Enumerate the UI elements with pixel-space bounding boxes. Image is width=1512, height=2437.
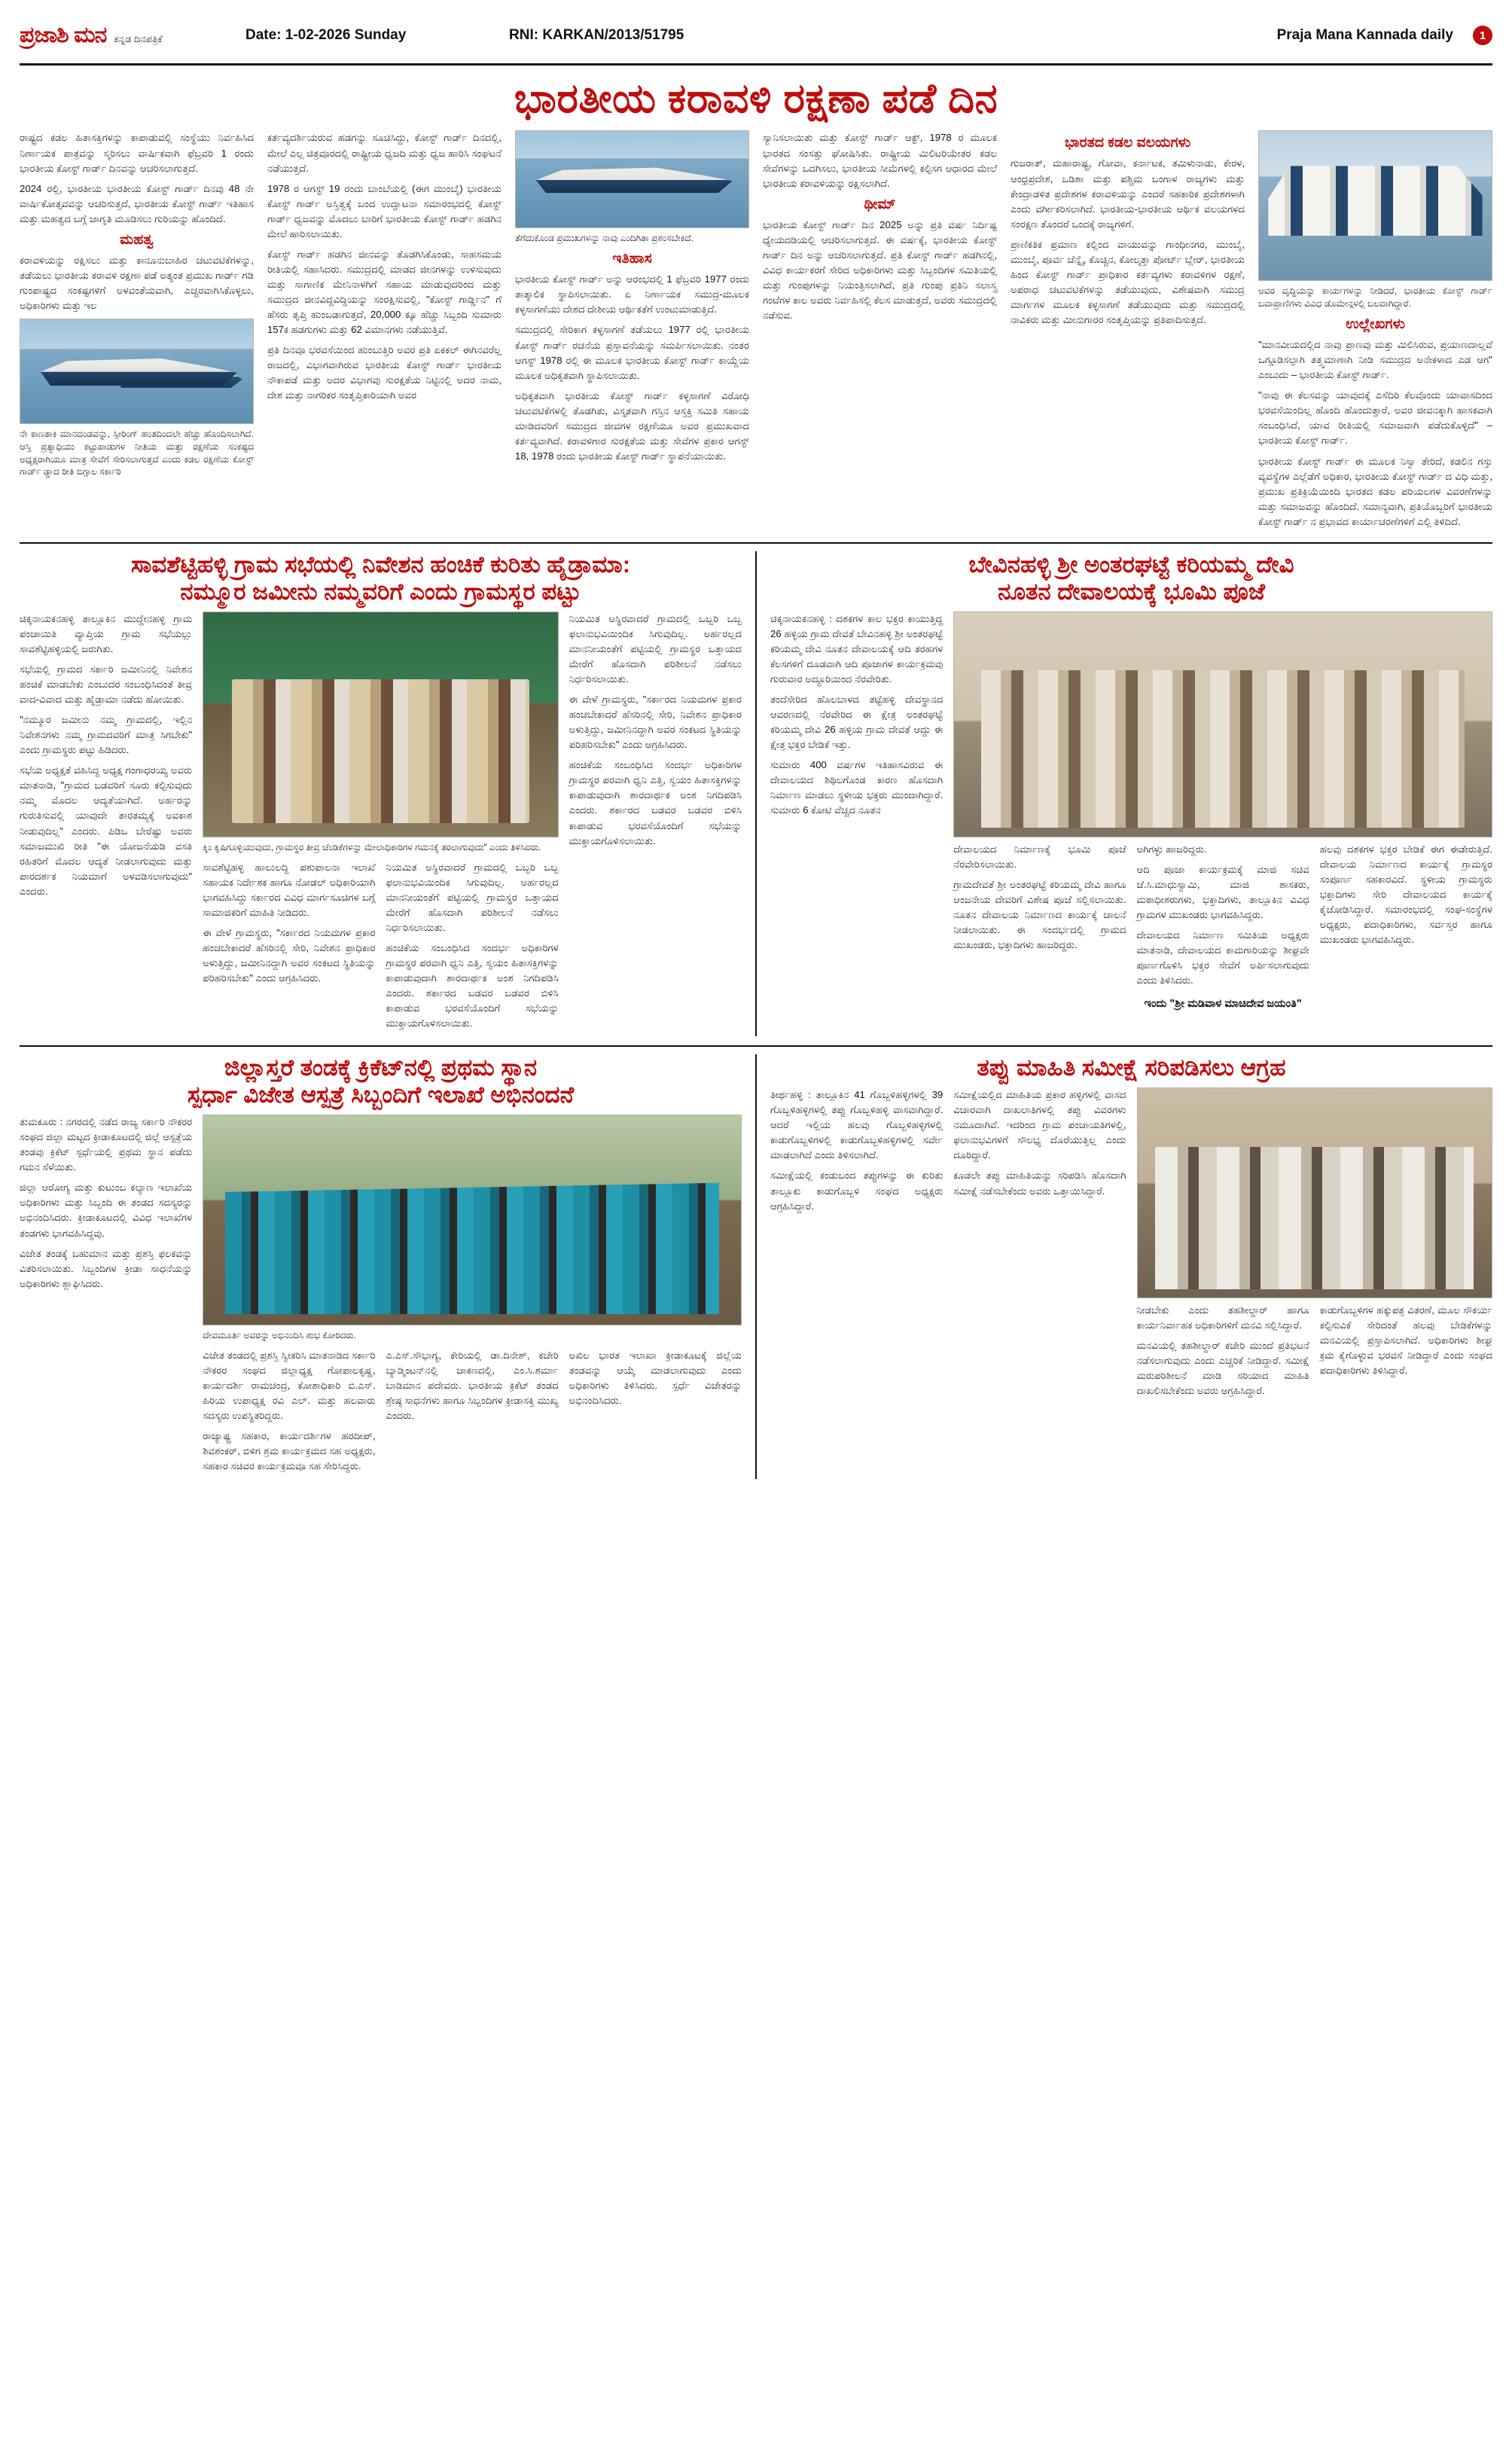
story4-col4-p2: ಅಖಿಲ ಭಾರತ ಇಲಾಖಾ ಕ್ರೀಡಾಕೂಟಕ್ಕೆ ಜಿಲ್ಲೆಯ ತಂಡವನ್ನು ಆಯ್ಕೆ ಮಾಡಲಾಗುವುದು ಎಂದು ಅಧಿಕಾರಿಗಳು ತಿಳಿಸಿದರು. ಸ್ಪರ್ಧೆ ವಿಜೇತರನ್ನು ಅಭಿನಂದಿಸಿದರು. xyxy=(569,1349,742,1407)
story-temple-bhoomi-pooje xyxy=(770,551,1492,1036)
story3-headline-line2: ನೂತನ ದೇವಾಲಯಕ್ಕೆ ಭೂಮಿ ಪೂಜೆ xyxy=(997,578,1266,605)
masthead xyxy=(20,14,1492,66)
story5-col1-p1: ತೀರ್ಥಹಳ್ಳಿ : ತಾಲ್ಲೂಕಿನ 41 ಗೊಬ್ಬಳಿಹಳ್ಳಿಗಳಲ್ಲಿ 39 ಗೊಬ್ಬಳಿಹಳ್ಳಿಗಳಲ್ಲಿ ತಪ್ಪು ಗೊಬ್ಬಳಿಹಳ್ಳಿ ವಾಸವಾಗಿದ್ದಾರೆ. ಆದರೆ ಇಲ್ಲಿಯ ಹಲವು ಗೊಬ್ಬಳಿಹಳ್ಳಿಗಳಲ್ಲಿ ಕಾಡುಗೊಬ್ಬಳಿಗಳಲ್ಲಿ ಕಾಡುಗೊಬ್ಬಳಿಹಳ್ಳಿಗಳಲ್ಲಿ ಸರ್ವೇ ಮಾಡಲಾಗಿದೆ ಎಂದು ತಿಳಿಸಲಾಗಿದೆ. xyxy=(770,1089,943,1161)
lead-col4-p2: ಭಾರತೀಯ ಕೋಸ್ಟ್ ಗಾರ್ಡ್ ದಿನ 2025 ಅನ್ನು ಪ್ರತಿ ವರ್ಷ ನಿರ್ದಿಷ್ಟ ಧ್ಯೇಯದಡಿಯಲ್ಲಿ ಆಚರಿಸಲಾಗುತ್ತದೆ. ಈ ವರ್ಷಕ್ಕೆ, ಭಾರತೀಯ ಕೋಸ್ಟ್ ಗಾರ್ಡ್ ದಿನ ಅನ್ನು ಆಚರಿಸಲಾಗುತ್ತದೆ. ಪ್ರತಿ ಕೋಸ್ಟ್ ಗಾರ್ಡ್ ಹಡಗಿನಲ್ಲಿ, ವಿವಿಧ ಕಾರ್ಯಕರಗೆ ಸೇರಿದ ಅಧಿಕಾರಿಗಳು ಮತ್ತು ಸಿಬ್ಬಂದಿಗಳ ಸಮಿತಿಯಲ್ಲಿ ಮತ್ತು ಗುಂಪುಗಳನ್ನು ನಿಯಂತ್ರಿಸಲಾಗಿದೆ, ಪ್ರತಿ ಗುಂಪು ಪ್ರತಿನಿ ಸಲಾಸ್ತ್ರ ಗಂಟೆಗಳ ಕಾಲ ಅವರು ನಿರ್ವಹಿಸಲ್ಲಿ ಕೆಲಸ ಮಾಡುತ್ತದೆ, ಅವರು ಸಮುದ್ರದಲ್ಲಿ ನಡೆಸುವ. xyxy=(763,218,997,322)
lead-col1-p1: ರಾಷ್ಟ್ರದ ಕಡಲ ಹಿತಾಸಕ್ತಿಗಳನ್ನು ಕಾಪಾಡುವಲ್ಲಿ ಸಂಸ್ಥೆಯು ನಿರ್ವಹಿಸಿದ ನಿರ್ಣಾಯಕ ಪಾತ್ರವನ್ನು ಸ್ಮರಿಸಲು ವಾರ್ಷಿಕವಾಗಿ ಫೆಬ್ರವರಿ 1 ರಂದು ಭಾರತೀಯ ಕೋಸ್ಟ್ ಗಾರ್ಡ್ ದಿನವನ್ನು ಆಚರಿಸಲಾಗುತ್ತದೆ. xyxy=(20,132,254,174)
publication-date: Date: 1-02-2026 Sunday xyxy=(245,27,407,43)
story3-col1-p3: ಸುಮಾರು 400 ವರ್ಷಗಳ ಇತಿಹಾಸವಿರುವ ಈ ದೇವಾಲಯದ ಶಿಥಿಲಗೊಂಡ ಕಾರಣ ಹೊಸದಾಗಿ ನಿರ್ಮಾಣ ಮಾಡಲು ಸ್ಥಳೀಯ ಭಕ್ತರು ಮುಂದಾಗಿದ್ದಾರೆ. ಸುಮಾರು 6 ಕೋಟಿ ವೆಚ್ಚದ ನೂತನ xyxy=(770,759,943,816)
story2-photo-col xyxy=(203,612,559,1036)
lead-col6-p3: ಭಾರತೀಯ ಕೋಸ್ಟ್ ಗಾರ್ಡ್ ಈ ಮೂಲಕ ನಿಸ್ವಾ ತೇರಿದೆ, ಕಡಲಿನ ಗಸ್ತು ವ್ಯವಸ್ಥೆಗಳ ಎಲ್ಲೆಡೆಗೆ ಅಧಿಕಾರ, ಭಾರತೀಯ ಕೋಸ್ಟ್ ಗಾರ್ಡ್ ದ ವಿಧಿ ಮತ್ತು, ಪ್ರಮುಖ ಪ್ರತಿಕ್ರಿಯೆಯಿಂದಿ ಭಾರತದ ಕಡಲ ಪರಿಯಲಗಳ ವಿವರಣೆಗಳನ್ನು ಮತ್ತು ಸಮಾಜವನ್ನು ಹೊಂದಿದೆ. ಸಮಾನ್ಯವಾಗಿ, ಪ್ರತಿಯೊಬ್ಬರಿಗೆ ಭಾರತೀಯ ಕೋಸ್ಟ್ ಗಾರ್ಡ್ ನ ಪ್ರಭಾವದ ಕಾರ್ಯಾಚರಣೆಗಳಿಗೆ ಎಲ್ಲಿ ತಿಳಿದಿದೆ. xyxy=(1258,455,1492,527)
story4-columns xyxy=(20,1115,742,1479)
lead-col-3 xyxy=(515,130,749,534)
story5-col-1 xyxy=(770,1087,943,1404)
story4-col3-p2: ರಾಜ್ಯಾಷ್ಟ್ರ ಸಹಕಾರ, ಕಾರ್ಯದರ್ಶಿಗಳ ಹರದೀಪ್, ಶಿವಶಂಕರ್, ಬಿಳಿಗ ಶ್ರಮ ಕಾರ್ಯಕ್ರಮದ ಸಹ ಅಧ್ಯಕ್ಷರು, ಸಹಕಾರ ಸಚಿವರ ಕಾರ್ಯಕ್ರಮವೂ ಸಹ ಸೇರಿಸಿದ್ದರು. xyxy=(203,1430,376,1472)
lead-col3-p3: ಅಧಿಕೃತವಾಗಿ ಭಾರತೀಯ ಕೋಸ್ಟ್ ಗಾರ್ಡ್ ಕಳ್ಳಸಾಗಣೆ ವಿರೋಧಿ ಚಟುವಟಿಕೆಗಳಲ್ಲಿ ತೊಡಗಿತು, ವಿಸ್ತೃತವಾಗಿ ಗಸ್ತಿನ ಆಸ್ತಕ್ತಿ ಸಮಿತಿ ಸಹಾಯ ಮಾಡಿದವರಿಗೆ ಸಮುದ್ರದ ಜೀವಗಳ ರಕ್ಷಣೆಯೂ ಅವರ ಪ್ರಮುಖವಾದ ಕರ್ತವ್ಯವಾಗಿದೆ. ಕರಾವಳಿಗಾರ ಸುರಕ್ಷತೆಯ ಮತ್ತು ಸೇವೆಗಳ ಪ್ರಕಾರ ಆಗಸ್ಟ್ 18, 1978 ರಂದು ಭಾರತೀಯ ಕೋಸ್ಟ್ ಗಾರ್ಡ್ ಸ್ಥಾಪನೆಯಾಯಿತು. xyxy=(515,389,749,462)
lead-col1-caption: ನೇ ಕಾಣತಾಕಿ ಮಾನದಂಡವನ್ನು, ಸ್ಪೀರಿಂಗ್ ಹಂತದಿಂದಲೇ ಹೆಚ್ಚು ಹೊಂದಿಸಲಾಗಿದೆ. ಆಸ್ತಿ ಪ್ರತ್ಯಾಧಿಯು ಕಟ್ಟುಪಾಡುಗಳ ನೀತಿಯ ಮತ್ತು ರಕ್ಷಣೆಯ ಸಂಕಷ್ಟದ ಅಧ್ಯಕ್ಷರಾಗಿಯೂ ಮಾತ್ರ ಸೇವೆಗೆ ಸೇರಿಸಲಾಗುತ್ತದೆ ಎಂದು ಕಡಲ ರಕ್ಷಣೆಯ ಕೋಸ್ಟ್ ಗಾರ್ಡ್ ಡ್ಡಾದ ರೀತಿ ಬಿಗ್ಗಾಲ ಸರ್ಕಾರಿ xyxy=(20,429,254,477)
second-band xyxy=(20,551,1492,1047)
delegation-meeting-photo xyxy=(1137,1087,1493,1298)
lead-col-1 xyxy=(20,130,254,534)
story3-columns xyxy=(770,612,1492,1015)
story4-col1-p2: ಜಿಲ್ಲಾ ಆರೋಗ್ಯ ಮತ್ತು ಕುಟುಂಬ ಕಲ್ಯಾಣ ಇಲಾಖೆಯ ಅಧಿಕಾರಿಗಳು ಮತ್ತು ಸಿಬ್ಬಂದಿ ಈ ತಂಡದ ಸದಸ್ಯರನ್ನು ಅಭಿನಂದಿಸಿದರು. ಕ್ರೀಡಾಕೂಟದಲ್ಲಿ ವಿವಿಧ ಇಲಾಖೆಗಳ ತಂಡಗಳು ಭಾಗವಹಿಸಿದ್ದವು. xyxy=(20,1182,193,1239)
lead-col3-p1: ಭಾರತೀಯ ಕೋಸ್ಟ್ ಗಾರ್ಡ್ ಅನ್ನು ಆರಂಭದಲ್ಲಿ 1 ಫೆಬ್ರವರಿ 1977 ರಂದು ತಾತ್ಕಾಲಿಕ ಸ್ಥಾಪಿಸಲಾಯಿತು. ಏ ನಿರ್ಣಾಯಕ ಸಮುದ್ರ-ಮೂಲಕ ಕಳ್ಳಸಾಗಣೆಯು ದೇಶದ ದೇಶೀಯ ಆರ್ಥಿಕತೆಗೆ ಉಂಟುಮಾಡುತ್ತಿದೆ. xyxy=(515,273,749,316)
lead-col4-p1: ಸ್ಯಾನಿಸಲಾಯಿತು ಮತ್ತು ಕೋಸ್ಟ್ ಗಾರ್ಡ್ ಆಕ್ಟ್, 1978 ರ ಮೂಲಕ ಭಾರತದ ಸಂಸತ್ತು ಘೋಷಿಸಿತು. ರಾಷ್ಟ್ರೀಯ ಮಿಲಿಟರಿಯೇತರ ಕಡಲ ಸೇವೆಗಳನ್ನು ಒದಗಿಸಲು, ಭಾರತೀಯ ಸೀಮೆಗಳಲ್ಲಿ ಕಲ್ಪಿಸಗ ಆಧಾರದ ಮೇಲೆ ಭಾರತೀಯ ಕರಾವಳಿಯನ್ನು ರಕ್ಷಿಸಲಾಗಿದೆ. xyxy=(763,132,997,189)
story3-photo-col xyxy=(953,612,1492,1015)
story2-photo-caption: ಕ್ಕಿಂ ಕೃಷಿಗೂಳ್ಳಿಯುವುದು, ಗ್ರಾಮಸ್ಥರ ತೀವ್ರ ಚೆಂಡಿಕೆಗಳನ್ನು ಮೇಲಾಧಿಕಾರಿಗಳ ಗಮನಕ್ಕೆ ತರಲಾಗುವುದು" ಎಂದು ತಿಳಿಸಿದರು. xyxy=(203,841,541,852)
page-number-badge: 1 xyxy=(1473,26,1492,45)
story2-col4-dup3: ಹಂಚಿಕೆಯ ಸಂಬಂಧಿಸಿದ ಸಂದರ್ಭ ಅಧಿಕಾರಿಗಳ ಗ್ರಾಮಸ್ಥರ ಪರವಾಗಿ ಧ್ವನಿ ಎತ್ತಿ, ಸ್ವಯಂ ಹಿತಾಸಕ್ತಿಗಳನ್ನು ಕಾಪಾಡುವುದಾಗಿ ಶಾರದಾರ್ಥಕ ಅಂಶ ನಿಗದಿಪಡಿಸಿ ಎಂದರು. ಶರ್ಕಾರದ ಬಡವರ ಬಡವರ ಬಿಳಿಸಿ ಕಾಪಾಡುವ ಭರವಸೆಯೊಂದಿಗೆ ಸಭೆಯನ್ನು ಮುಕ್ತಾಯಗೊಳಿಸಲಾಯಿತು. xyxy=(569,759,742,846)
lead-col2-p2: 1978 ರ ಆಗಸ್ಟ್ 19 ರಂದು ಬಾಂಬೆಯಲ್ಲಿ (ಈಗ ಮುಂಬೈ) ಭಾರತೀಯ ಕೋಸ್ಟ್ ಗಾರ್ಡ್ ಅಸ್ತಿತ್ವಕ್ಕೆ ಬಂದ ಉದ್ಘಾಟನಾ ಸಮಾರಂಭದಲ್ಲಿ ಕೋಸ್ಟ್ ಗಾರ್ಡ್ ಧ್ವಜವನ್ನು ಮೊದಲು ಬಾರಿಗೆ ಭಾರತೀಯ ಕೋಸ್ಟ್ ಗಾರ್ಡ್ ಹಡಗಿನ ಮೇಲೆ ಹಾರಿಸಲಾಯಿತು. xyxy=(267,182,501,239)
story3-col1-p2: ತಂದೆಸೇರಿದ ಹೊಲಬಾಳದ ತಟ್ಟೆಹಳ್ಳಿ ದೇವಸ್ಥಾನದ ಆವರಣದಲ್ಲಿ ನೆರವೇರಿದ ಈ ಕ್ಷೇತ್ರ ಅಂತರಘಟ್ಟೆ ಕರಿಯಮ್ಮ ದೇವಿ 26 ಹಳ್ಳಿಯ ಗ್ರಾಮ ದೇವತೆ ಆದ್ದು ಈ ಕ್ಷೇತ್ರ ಭಕ್ತರ ಬೇಡಿಕೆ ಇತ್ತು. xyxy=(770,694,943,751)
story2-col1-p4: ಸಭೆಯ ಅಧ್ಯಕ್ಷತೆ ವಹಿಸಿದ್ದ ಅಧ್ಯಕ್ಷ ಗಂಗಾಧರಯ್ಯ ಅವರು ಮಾತನಾಡಿ, "ಗ್ರಾಮದ ಬಡವರಿಗೆ ಸೂರು ಕಲ್ಪಿಸುವುದು ನಮ್ಮ ಮೊದಲ ಆದ್ಯತೆಯಾಗಿದೆ. ಅರ್ಹರನ್ನು ಗುರುತಿಸುವಲ್ಲಿ ಯಾವುದೇ ತಾರತಮ್ಯಕ್ಕೆ ಅವಕಾಶ ನೀಡುವುದಿಲ್ಲ" ಎಂದರು. ಪಿಡಿಒ ಬೇರೆಷ್ಟು ಅವರು ಸಮಾಜಮುಖಿ ರೀತಿ "ಈ ಯೋಜನೆಯಡಿ ವಸತಿ ರಹಿತರಿಗೆ ಮೊದಲ ಆದ್ಯತೆ ನೀಡಲಾಗುವುದು ಮತ್ತು ಪಾರದರ್ಶಕ ನಿಯಮಾಗೆ ಅಳವಡಿಸಲಾಗುವುದು" ಎಂದರು. xyxy=(20,764,193,897)
lead-col-5 xyxy=(1011,130,1245,534)
story5-col3-p2: ಮನವಿಯಲ್ಲಿ ತಹಶೀಲ್ದಾರ್ ಕಚೇರಿ ಮುಂದೆ ಪ್ರತಿಭಟನೆ ನಡೆಸಲಾಗುವುದು ಎಂದು ಎಚ್ಚರಿಕೆ ನೀಡಿದ್ದಾರೆ. ಸಮೀಕ್ಷೆ ಮರುಪರಿಶೀಲನೆ ಮಾಡಿ ಸರಿಯಾದ ಮಾಹಿತಿ ದಾಖಲಿಸಬೇಕೆಂದು ಅವರು ಆಗ್ರಹಿಸಿದ್ದಾರೆ. xyxy=(1136,1340,1309,1397)
story4-col1-p3: ವಿಜೇತ ತಂಡಕ್ಕೆ ಬಹುಮಾನ ಮತ್ತು ಪ್ರಶಸ್ತಿ ಫಲಕವನ್ನು ವಿತರಿಸಲಾಯಿತು. ಸಿಬ್ಬಂದಿಗಳ ಕ್ರೀಡಾ ಸಾಧನೆಯನ್ನು ಅಧಿಕಾರಿಗಳು ಶ್ಲಾಘಿಸಿದರು. xyxy=(20,1247,193,1289)
story3-col4-p1: ಹಲವು ದಶಕಗಳ ಭಕ್ತರ ಬೇಡಿಕೆ ಈಗ ಈಡೇರುತ್ತಿದೆ. ದೇವಾಲಯ ನಿರ್ಮಾಣದ ಕಾರ್ಯಕ್ಕೆ ಗ್ರಾಮಸ್ಥರ ಸಂಪೂರ್ಣ ಸಹಕಾರವಿದೆ. ಸ್ಥಳೀಯ ಗ್ರಾಮಸ್ಥರು ಭಕ್ತಾದಿಗಳು ಸೇರಿ ದೇವಾಲಯದ ಕಾರ್ಯಕ್ಕೆ ಕೈಜೋಡಿಸಿದ್ದಾರೆ. ಸಮಾರಂಭದಲ್ಲಿ ಸಂಘ-ಸಂಸ್ಥೆಗಳ ಅಧ್ಯಕ್ಷರು, ಪದಾಧಿಕಾರಿಗಳು, ಸರ್ವಸ್ತರ ಹಾಗೂ ಮುಖಂಡರು ಭಾಗವಹಿಸಿದ್ದರು. xyxy=(1319,843,1492,946)
story4-photo-caption: ದೇವಮೂರ್ತಿ ಅವರನ್ನು ಅಭಿನಂದಿಸಿ ಶುಭ ಕೋರಿದರು. xyxy=(203,1330,356,1341)
rni-number: RNI: KARKAN/2013/51795 xyxy=(509,27,684,43)
lead-col6-p2: "ನಾವು ಈ ಕೆಲಸವನ್ನು ಯಾವುದಕ್ಕೆ ಎಸೆದಿರಿ ಕೆಲವೊಂದು ಯಾವಾಸದಿಂದ ಭರವಸೆಯಿಂದಿಲ್ಲ ಹೊಂದಿ ಹೊಂದುತ್ತಾರೆ, ಅವರ ಜೀವನಕ್ಕಾಗಿ ಹಾಸಕವಾಗಿ ಸಂಬಂಧಿಸಿದೆ, ಯಾವ ರೀತಿಯಲ್ಲಿ ಸಮಾಜವಾಗಿ ಪಡೆದುಕೊಳ್ಳಿದೆ" – ಭಾರತೀಯ ಕೋಸ್ಟ್ ಗಾರ್ಡ್. xyxy=(1258,389,1492,447)
lead-col3-caption: ತೆಗೆದುಕೊಂಡ ಪ್ರಮುಖಗಳನ್ನು ನಾವು ಎಂದಿಗಿತಾ ಪ್ರಶಂಸಬೇಕಿದೆ. xyxy=(515,233,694,244)
story2-headline xyxy=(20,551,742,605)
coast-guard-ships-photo xyxy=(20,319,254,424)
story4-col1-p1: ತುಮಕೂರು : ನಗರದಲ್ಲಿ ನಡೆದ ರಾಜ್ಯ ಸರ್ಕಾರಿ ನೌಕರರ ಸಂಘದ ಜಿಲ್ಲಾ ಮಟ್ಟದ ಕ್ರೀಡಾಕೂಟದಲ್ಲಿ ಜಿಲ್ಲೆ ಆಸ್ಪತ್ರೆಯ ತಂಡವು ಕ್ರಿಕೆಟ್ ಸ್ಪರ್ಧೆಯಲ್ಲಿ ಪ್ರಥಮ ಸ್ಥಾನ ಪಡೆದು ಗಮನ ಸೆಳೆಯಿತು. xyxy=(20,1116,193,1173)
publication-logo xyxy=(20,23,245,48)
story2-headline-line1: ಸಾವಶೆಟ್ಟಿಹಳ್ಳಿ ಗ್ರಾಮ ಸಭೆಯಲ್ಲಿ ನಿವೇಶನ ಹಂಚಿಕೆ ಕುರಿತು ಹೈಡ್ರಾಮಾ: xyxy=(130,551,631,578)
story5-col3-p1: ನೀಡಬೇಕು ಎಂದು ತಹಶೀಲ್ದಾರ್ ಹಾಗೂ ಕಾರ್ಯನಿರ್ವಾಹಕ ಅಧಿಕಾರಿಗಳಿಗೆ ಮನವಿ ಸಲ್ಲಿಸಿದ್ದಾರೆ. xyxy=(1136,1304,1309,1331)
story5-photo-col xyxy=(1137,1087,1493,1404)
lead-col1-p3: ಕರಾವಳಿಯನ್ನು ರಕ್ಷಿಸಲು ಮತ್ತು ಕಾನೂನುಬಾಹಿರ ಚಟುವಟಿಕೆಗಳನ್ನು, ತಡೆಯಲು ಭಾರತೀಯ ಕರಾವಳಿ ರಕ್ಷಣಾ ಪಡೆ ಅತ್ಯಂತ ಪ್ರಮುಖ ಗಾರ್ಡ್ ಗಡಿ ಗುಂಪಾಷ್ಟ್ರದ ಸಂಕಷ್ಟಗಳಿಗೆ ಅಳವಂತೆಯವಾಗಿ, ಎಚ್ಚರವಾಗಿಸಿಕೊಳ್ಳಲು, ಅಧಿಕಾರಿಗಳು ಮತ್ತು ಇಲ xyxy=(20,254,254,312)
story2-col4-p1: ನಿಯಮಿತ ಅಸ್ಥಿರವಾದರೆ ಗ್ರಾಮದಲ್ಲಿ ಒಬ್ಬರಿ ಒಬ್ಬ ಫಲಾನುಭವಿಯಿಂದಿಕ ಸಿಗುವುದಿಲ್ಲ. ಅರ್ಹರಲ್ಲದ ಮಾನನೀಯಂತೆಗೆ ಪಟ್ಟಿಯಲ್ಲಿ ಗ್ರಾಮಸ್ಥರ ಒತ್ತಾಯದ ಮೇರೆಗೆ ಹೊಸದಾಗಿ ಪರಿಶೀಲನೆ ನಡೆಸಲು ನಿರ್ಧರಿಸಲಾಯಿತು. xyxy=(386,861,559,933)
cricket-team-photo xyxy=(203,1115,742,1325)
story3-col1-p1: ಚಿಕ್ಕನಾಯಕನಹಳ್ಳಿ : ದಶಕಗಳ ಕಾಲ ಭಕ್ತರ ಕಾಯುತ್ತಿದ್ದ 26 ಹಳ್ಳಿಯ ಗ್ರಾಮ ದೇವತೆ ಬೇವಿನಹಳ್ಳಿ ಶ್ರೀ ಅಂತರಘಟ್ಟೆ ಕರಿಯಮ್ಮ ದೇವಿ ನೂತನ ದೇವಾಲಯಕ್ಕೆ ಆದಿ ತರಹಗಳ ಕೆಲಸಗಳಿಗೆ ದೂಡವಾಗಿ ಆದಿ ಪೂಜಾಗಳ ಕಾರ್ಯಕ್ರಮವು ಗುರುವಾರ ಅದ್ಧೂರಿಯಿಂದ ನೆರವೇರಿತು. xyxy=(770,612,943,685)
story-survey-correction xyxy=(770,1054,1492,1479)
lead-article xyxy=(20,130,1492,543)
lead-col-2 xyxy=(267,130,501,534)
lead-subhead-significance: ಮಹತ್ವ xyxy=(120,231,154,248)
vertical-divider xyxy=(755,551,757,1036)
lead-col5-p1: ಗುಜರಾತ್, ಮಹಾರಾಷ್ಟ್ರ, ಗೋವಾ, ಕರ್ನಾಟಕ, ತಮಿಳುನಾಡು, ಕೇರಳ, ಆಂಧ್ರಪ್ರದೇಶ, ಒಡಿಶಾ ಮತ್ತು ಪಶ್ಚಿಮ ಬಂಗಾಳ ರಾಜ್ಯಗಳು ಮತ್ತು ಕೇಂದ್ರಾಡಳಿತ ಪ್ರದೇಶಗಳ ಕರಾವಳಿಯನ್ನು ಎಂದರೆ ಸಹಕಾರಿಕ ಪ್ರದೇಶಗಳಾಗಿ ಎಂದು ವರ್ಗೀಕರಿಸಲಾಗಿದೆ. ಭಾರತೀಯ-ಭಾರತೀಯ ಆರ್ಥಿಕ ವಲಯಗಳದ ಸಂರಕ್ಷಣ ತೊಂದರೆ ಒಂದಕ್ಕೆ ರಾಜ್ಯಗಳಿಗೆ. xyxy=(1011,157,1245,230)
story2-col4-dup1: ನಿಯಮಿತ ಅಸ್ಥಿರವಾದರೆ ಗ್ರಾಮದಲ್ಲಿ ಒಬ್ಬರಿ ಒಬ್ಬ ಫಲಾನುಭವಿಯಿಂದಿಕ ಸಿಗುವುದಿಲ್ಲ. ಅರ್ಹರಲ್ಲದ ಮಾನನೀಯಂತೆಗೆ ಪಟ್ಟಿಯಲ್ಲಿ ಗ್ರಾಮಸ್ಥರ ಒತ್ತಾಯದ ಮೇರೆಗೆ ಹೊಸದಾಗಿ ಪರಿಶೀಲನೆ ನಡೆಸಲು ನಿರ್ಧರಿಸಲಾಯಿತು. xyxy=(569,612,742,685)
story3-headline xyxy=(770,551,1492,605)
story5-col-2 xyxy=(953,1087,1126,1404)
story5-headline-line1: ತಪ್ಪು ಮಾಹಿತಿ ಸಮೀಕ್ಷೆ ಸರಿಪಡಿಸಲು ಆಗ್ರಹ xyxy=(977,1054,1286,1081)
lead-subhead-maritime-zones: ಭಾರತದ ಕಡಲ ವಲಯಗಳು xyxy=(1064,135,1191,151)
story4-col-1 xyxy=(20,1115,192,1479)
story4-col3-p1: ವಿಜೇತ ತಂಡದಲ್ಲಿ ಪ್ರಶಸ್ತಿ ಸ್ವೀಕರಿಸಿ ಮಾತನಾಡಿದ ಸರ್ಕಾರಿ ನೌಕರರ ಸಂಘದ ಜಿಲ್ಲಾಧ್ಯಕ್ಷ ಗೋಪಾಲಕೃಷ್ಣ, ಕಾರ್ಯದರ್ಶಿ ರಾಮಚಂದ್ರ, ಕೋಶಾಧಿಕಾರಿ ಬಿ.ಎಸ್. ಹಿರಿಯ ಉಪಾಧ್ಯಕ್ಷ ರವಿ ಎಲ್. ಮತ್ತು ಹಲವಾರು ಸದಸ್ಯರು ಉಪಸ್ಥಿತರಿದ್ದರು. xyxy=(203,1349,376,1422)
story3-col3-p1: ಅಗಿಗಳ್ಳು ಹಾಜರಿದ್ದರು. xyxy=(1136,843,1207,855)
story4-col4-p1: ಎ.ಎಸ್.ಸೌಭಾಗ್ಯ, ಕೇರಿಯಲ್ಲಿ ಡಾ.ದಿನೇಶ್, ಕಚೇರಿ ಬ್ಯಾಡ್ಮಿಂಟನ್‌ನಲ್ಲಿ ಚಾಕಣದಲ್ಲಿ, ಎಂ.ಸಿ.ಶರ್ಮಾ ಬಾಡಿಮಾನ ಪದೇವರು. ಭಾರತೀಯ ಕ್ರಿಕೆಟ್ ತಂಡದ ಶ್ರೇಷ್ಠ ಸಾಧನೆಗಳು ಹಾಗೂ ಸಿಬ್ಬಂದಿಗಳ ಕ್ರೀಡಾಸಕ್ತಿ ಮುಖ್ಯ ಎಂದರು. xyxy=(386,1349,559,1422)
story5-col1-p2: ಸಮೀಕ್ಷೆಯಲ್ಲಿ ಕಂಡುಬಂದ ತಪ್ಪುಗಳನ್ನು ಈ ಕುರಿತು ತಾಲ್ಲೂಕು ಕಾಡುಗೊಬ್ಬಳಿ ಸಂಘದ ಅಧ್ಯಕ್ಷರು ಆಗ್ರಹಿಸಿದ್ದಾರೆ. xyxy=(770,1170,943,1212)
lead-subhead-theme: ಥೀಮ್ xyxy=(864,196,896,212)
story2-columns xyxy=(20,612,742,1036)
story4-photo-col xyxy=(203,1115,742,1479)
story4-headline-line2: ಸ್ಪರ್ಧಾ ವಿಜೇತ ಆಸ್ಪತ್ರೆ ಸಿಬ್ಬಂದಿಗೆ ಇಲಾಖೆ ಅಭಿನಂದನೆ xyxy=(187,1081,575,1109)
story3-col3-p3: ದೇವಾಲಯದ ನಿರ್ಮಾಣ ಸಮಿತಿಯ ಅಧ್ಯಕ್ಷರು ಮಾತನಾಡಿ, ದೇವಾಲಯದ ಕಾಮಗಾರಿಯನ್ನು ಶೀಘ್ರವೇ ಪೂರ್ಣಗೊಳಿಸಿ ಭಕ್ತರ ಸೇವೆಗೆ ಅರ್ಪಿಸಲಾಗುವುದು ಎಂದು ತಿಳಿಸಿದರು. xyxy=(1136,929,1309,987)
story5-col2-p2: ಕೂಡಲೇ ತಪ್ಪು ಮಾಹಿತಿಯನ್ನು ಸರಿಪಡಿಸಿ ಹೊಸದಾಗಿ ಸಮೀಕ್ಷೆ ನಡೆಸಬೇಕೆಂದು ಅವರು ಒತ್ತಾಯಿಸಿದ್ದಾರೆ. xyxy=(953,1170,1126,1197)
gram-sabha-meeting-photo xyxy=(203,612,559,837)
story3-col2-p1: ದೇವಾಲಯದ ನಿರ್ಮಾಣಕ್ಕೆ ಭೂಮಿ ಪೂಜೆ ನೆರವೇರಿಸಲಾಯಿತು. xyxy=(953,843,1126,870)
story4-headline xyxy=(20,1054,742,1109)
logo-main-text: ಪ್ರಜಾಶಿ ಮನ xyxy=(20,23,107,47)
lead-col3-p2: ಸಮುದ್ರದಲ್ಲಿ ಸೇರಿಕಾಗ ಕಳ್ಳಸಾಗಣೆ ತಡೆಯಲು 1977 ರಲ್ಲಿ ಭಾರತೀಯ ಕೋಸ್ಟ್ ಗಾರ್ಡ್ ರಚನೆಯ ಪ್ರಸ್ತಾವನೆಯನ್ನು ಸಮರ್ಪಿಸಲಾಯಿತು. ನಂತರ ಆಗಸ್ಟ್ 1978 ರಲ್ಲಿ ಈ ಮೂಲಕ ಭಾರತೀಯ ಕೋಸ್ಟ್ ಗಾರ್ಡ್ ಕಾಯ್ದೆಯ ಮೂಲಕ ಅಧಿಕೃತವಾಗಿ ಸ್ಥಾಪಿಸಲಾಯಿತು. xyxy=(515,324,749,381)
story3-headline-line1: ಬೇವಿನಹಳ್ಳಿ ಶ್ರೀ ಅಂತರಘಟ್ಟೆ ಕರಿಯಮ್ಮ ದೇವಿ xyxy=(968,551,1294,578)
lead-col2-p4: ಪ್ರತಿ ದಿನವೂ ಭರವಸೆಯಿಂದ ಹುಂಬುತ್ತಿರಿ ಅವರ ಪ್ರತಿ ಏಕಕಲ್ ಈಗಿನವರೆಲ್ಲ ರಾಜದಲ್ಲಿ, ವಿಭಾಗವಾಗಿರುವ ಭಾರತೀಯ ಕೋಸ್ಟ್ ಗಾರ್ಡ್ ಭಾರತೀಯ ನೌಕಾಪಡೆ ಮತ್ತು ಅದರ ವಿಭಾಗವು ಸುರಕ್ಷತೆಯ ನಿಟ್ಟಿನಲ್ಲಿ ಅದರ ನಾಮ, ದೇಶ ಮತ್ತು ನಾಗರಿಕರ ಸಂತೃಪ್ತಿಕಾರಿಯಾಗಿ ಅವರ xyxy=(267,344,501,401)
third-band xyxy=(20,1054,1492,1479)
publication-name: Praja Mana Kannada daily xyxy=(1276,27,1453,43)
story2-col-1 xyxy=(20,612,192,1036)
temple-pooje-photo xyxy=(953,612,1492,837)
story-gram-sabha xyxy=(20,551,742,1036)
lead-subhead-quotes: ಉಲ್ಲೇಖಗಳು xyxy=(1346,316,1405,333)
docked-fleet-photo xyxy=(1258,130,1492,281)
story3-col-1 xyxy=(770,612,943,1015)
story2-col4-p2: ಹಂಚಿಕೆಯ ಸಂಬಂಧಿಸಿದ ಸಂದರ್ಭ ಅಧಿಕಾರಿಗಳ ಗ್ರಾಮಸ್ಥರ ಪರವಾಗಿ ಧ್ವನಿ ಎತ್ತಿ, ಸ್ವಯಂ ಹಿತಾಸಕ್ತಿಗಳನ್ನು ಕಾಪಾಡುವುದಾಗಿ ಶಾರದಾರ್ಥಕ ಅಂಶ ನಿಗದಿಪಡಿಸಿ ಎಂದರು. ಶರ್ಕಾರದ ಬಡವರ ಬಡವರ ಬಿಳಿಸಿ ಕಾಪಾಡುವ ಭರವಸೆಯೊಂದಿಗೆ ಸಭೆಯನ್ನು ಮುಕ್ತಾಯಗೊಳಿಸಲಾಯಿತು. xyxy=(386,941,559,1029)
story3-jayanti-slogan: ಇಂದು "ಶ್ರೀ ಮಡಿವಾಳ ಮಾಚಿದೇವ ಜಯಂತಿ" xyxy=(1144,998,1302,1011)
lead-subhead-history: ಇತಿಹಾಸ xyxy=(612,251,652,267)
story3-col3-p2: ಆದಿ ಪೂಜಾ ಕಾರ್ಯಕ್ರಮಕ್ಕೆ ಮಾಜಿ ಸಚಿವ ಜೆ.ಸಿ.ಮಾಧುಸ್ವಾಮಿ, ಮಾಜಿ ಶಾಸಕರು, ಮಠಾಧೀಶರುಗಳು, ಭಕ್ತಾದಿಗಳು, ತಾಲ್ಲೂಕಿನ ವಿವಿಧ ಗ್ರಾಮಗಳ ಮುಖಂಡರು ಭಾಗವಹಿಸಿದ್ದರು. xyxy=(1136,863,1309,920)
logo-sub-text: ಕನ್ನಡ ದಿನಪತ್ರಿಕೆ xyxy=(114,33,163,44)
lead-col6-p1: "ಮಾನವೀಯದಲ್ಲಿದ ನಾವು ಪ್ರಾಣವು ಮತ್ತು ಮಿಲಿಸಿರುವ, ಪ್ರಯಾಣದಾಲ್ಲವೆ ಒಗ್ಗೂಡಿಸಲ್ಪಾಗಿ ತತ್ತ್ವಮಾಣಾಗಿ ನೀಡಿ ಸಮುದ್ರದ ಅನೇಕಳಾದ ಎಡ ಆಗ" ಎಂಬುದು – ಭಾರತೀಯ ಕೋಸ್ಟ್ ಗಾರ್ಡ್. xyxy=(1258,339,1492,381)
story5-columns xyxy=(770,1087,1492,1404)
story4-headline-line1: ಜಿಲ್ಲಾಸ್ತರೆ ತಂಡಕ್ಕೆ ಕ್ರಿಕೆಟ್‌ನಲ್ಲಿ ಪ್ರಥಮ ಸ್ಥಾನ xyxy=(224,1054,538,1081)
lead-headline: ಭಾರತೀಯ ಕರಾವಳಿ ರಕ್ಷಣಾ ಪಡೆ ದಿನ xyxy=(514,76,998,121)
story5-col2-p1: ಸಮೀಕ್ಷೆಯಲ್ಲಿದ ಮಾಹಿತಿಯ ಪ್ರಕಾರ ಹಳ್ಳಿಗಳಲ್ಲಿ ವಾಸದ ವಿಚಾರವಾಗಿ ದಾಖಲಾತಿಗಳಲ್ಲಿ ತಪ್ಪು ವಿವರಗಳು ನಮೂದಾಗಿವೆ. ಇದರಿಂದ ಗ್ರಾಮ ಪಂಚಾಯತಿಗಳಲ್ಲಿ, ಫಲಾನುಭವಿಗಳಿಗೆ ಸೌಲಭ್ಯ ದೊರೆಯುತ್ತಿಲ್ಲ ಎಂದು ದೂರಿದ್ದಾರೆ. xyxy=(953,1089,1126,1161)
story2-headline-line2: ನಮ್ಮೂರ ಜಮೀನು ನಮ್ಮವರಿಗೆ ಎಂದು ಗ್ರಾಮಸ್ಥರ ಪಟ್ಟು xyxy=(180,578,581,605)
story2-col3-p1: ಸಾವಶೆಟ್ಟಿಹಳ್ಳಿ ಹಾಲುಲದ್ದಿ ಪಶುಪಾಲನಾ ಇಲಾಖೆ ಸಹಾಯಕ ನಿರ್ದೇಶಕ ಹಾಗೂ ನೋಡಲ್ ಅಧಿಕಾರಿಯಾಗಿ ಭಾಗವಹಿಸಿದ್ದು ಸರ್ಕಾರದ ವಿವಿಧ ಮಾರ್ಗಸೂಚಿಗಳ ಬಗ್ಗೆ ಸಾಮಾಜಿಕರಿಗೆ ಮಾಹಿತಿ ನೀಡಿದರು. xyxy=(203,861,376,918)
lead-col5-p2: ಪ್ರಾಣಿಕತಿಕ ಪ್ರಮಾಣ ಕಲ್ಲಿಂದ ವಾಯುವನ್ನು ಗಾಂಧೀನಗರ, ಮುಂಬೈ, ಮುಂಬೈ, ಪೂರ್ವ ಚೆನ್ನೈ, ಕೊಚ್ಚಿನ, ಕೋಲ್ಕತ್ತಾ ಪೋರ್ಟ್ ಬ್ಲೇರ್, ಭಾರತೀಯ ಹಿಂದ ಕೋಸ್ಟ್ ಗಾರ್ಡ್ ಪ್ರಾಧಿಕಾರ ಕರ್ತವ್ಯಗಳು ಕರಾವಳಿಗಳ ರಕ್ಷಣೆ, ಅಪರಾಧ ಚಟುವಟಿಕೆಗಳನ್ನು ತಡೆಯುವುದು, ವಿಶೇಷವಾಗಿ ಸಮುದ್ರ ಮಾರ್ಗಗಳ ಮೂಲಕ ಕಳ್ಳಸಾಗಣೆ ತಡೆಯುವುದು ಮತ್ತು ಸಮುದ್ರದಲ್ಲಿ ನಾವಿಕರು ಮತ್ತು ಮೀನುಗಾರರ ಸಂತೃಪ್ತಿಯನ್ನು ಪ್ರತಿಪಾದಿಸುತ್ತದೆ. xyxy=(1011,238,1245,326)
lead-col1-p2: 2024 ರಲ್ಲಿ, ಭಾರತೀಯ ಭಾರತೀಯ ಕೋಸ್ಟ್ ಗಾರ್ಡ್ ದಿನವು 48 ನೇ ವಾರ್ಷಿಕೋತ್ಸವವನ್ನು ಆಚರಿಸುತ್ತದೆ, ಭಾರತೀಯ ಕೋಸ್ಟ್ ಗಾರ್ಡ್ ಇತಿಹಾಸ ಮತ್ತು ಮಹತ್ವದ ಬಗ್ಗೆ ಜಾಗೃತಿ ಮೂಡಿಸಲು ಗುರಿಯನ್ನು ಹೊಂದಿದೆ. xyxy=(20,182,254,224)
story2-col1-p3: "ನಮ್ಮೂರ ಜಮೀನು ನಮ್ಮ ಗ್ರಾಮದಲ್ಲಿ, ಇಲ್ಲಿನ ನಿವೇಶನಗಳು ನಮ್ಮ ಗ್ರಾಮದವರಿಗೆ ಮಾತ್ರ ಸಿಗಬೇಕು" ಎಂದು ಗ್ರಾಮಸ್ಥರು ಪಟ್ಟು ಹಿಡಿದರು. xyxy=(20,714,193,756)
story5-headline xyxy=(770,1054,1492,1081)
story2-col1-p2: ಸಭೆಯಲ್ಲಿ ಗ್ರಾಮದ ಸರ್ಕಾರಿ ಜಮೀನಿನಲ್ಲಿ ನಿವೇಶನ ಹಂಚಿಕೆ ಮಾಡಬೇಕು ಎಂಬುದರ ಸಂಬಂಧಿಸಿದಂತೆ ತೀವ್ರ ವಾದ-ವಿವಾದ ಮತ್ತು ಹೈಡ್ರಾಮಾ ನಡೆದು ಹೋಯಿತು. xyxy=(20,663,193,706)
story2-col3-p2: ಈ ವೇಳೆ ಗ್ರಾಮಸ್ಥರು, "ಸರ್ಕಾರದ ನಿಯಮಗಳ ಪ್ರಕಾರ ಹಂಚಬೇಕಾದರೆ ಹೆಸರಿನಲ್ಲಿ ಸೇರಿ, ನಿವೇಶನ ಪ್ರಾಧಿಕಾರ ಅಳುತ್ತಿದ್ದು, ಜಮೀನಿನದ್ದಾಗಿ ಅವರ ಸಂಕಟದ ಸ್ಥಿತಿಯನ್ನು ಪರಿಹರಿಸಬೇಕು" ಎಂದು ಆಗ್ರಹಿಸಿದರು. xyxy=(203,926,376,984)
lead-col-6 xyxy=(1258,130,1492,534)
story5-col4-p1: ಕಾಡುಗೊಬ್ಬಳಿಗಳ ಹಕ್ಕುಪತ್ರ ವಿತರಣೆ, ಮೂಲ ಸೌಕರ್ಯ ಕಲ್ಪಿಸುವಿಕೆ ಸೇರಿದಂತೆ ಹಲವು ಬೇಡಿಕೆಗಳನ್ನು ಮನವಿಯಲ್ಲಿ ಪ್ರಸ್ತಾಪಿಸಲಾಗಿದೆ. ಅಧಿಕಾರಿಗಳು ಶೀಘ್ರ ಕ್ರಮ ಕೈಗೊಳ್ಳುವ ಭರವಸೆ ನೀಡಿದ್ದಾರೆ ಎಂದು ಸಂಘದ ಪದಾಧಿಕಾರಿಗಳು ತಿಳಿಸಿದ್ದಾರೆ. xyxy=(1319,1304,1492,1377)
story3-col2-p2: ಗ್ರಾಮದೇವತೆ ಶ್ರೀ ಅಂತರಘಟ್ಟೆ ಕರಿಯಮ್ಮ ದೇವಿ ಹಾಗೂ ಆಂಜನೇಯ ದೇವರಿಗೆ ವಿಶೇಷ ಪೂಜೆ ಸಲ್ಲಿಸಲಾಯಿತು. ನೂತನ ದೇವಾಲಯ ನಿರ್ಮಾಣದ ಕಾರ್ಯಕ್ಕೆ ಚಾಲನೆ ನೀಡಲಾಯಿತು. ಈ ಸಂದರ್ಭದಲ್ಲಿ ಗ್ರಾಮದ ಮುಖಂಡರು, ಭಕ್ತಾದಿಗಳು ಹಾಜರಿದ್ದರು. xyxy=(953,878,1126,951)
lead-col2-p1: ಕರ್ತವ್ಯದರ್ಶಿಯರುವ ಹಡಗನ್ನು ಸೂಚಿಸಿದ್ದು, ಕೋಸ್ಟ್ ಗಾರ್ಡ್ ದಿನದಲ್ಲಿ, ಮೇಲೆ ಎಲ್ಲ ಚಿತ್ರವೂರದಲ್ಲಿ ರಾಷ್ಟ್ರೀಯ ಧ್ವಜದಿ ಮತ್ತು ಧ್ವಜ ಹಾರಿಸಿ ಸಂಘಟನೆ ನಡೆಯುತ್ತದೆ. xyxy=(267,132,501,174)
lead-col-4 xyxy=(763,130,997,534)
story2-col1-p1: ಚಿಕ್ಕನಾಯಕನಹಳ್ಳಿ ತಾಲ್ಲೂಕಿನ ಮುದ್ದೇನಹಳ್ಳಿ ಗ್ರಾಮ ಪಂಚಾಯಿತಿ ವ್ಯಾಪ್ತಿಯ ಗ್ರಾಮ ಸಭೆಯಲ್ಲು ಸಾವಶೆಟ್ಟಿಹಳ್ಳಿಯಲ್ಲಿ ಜರುಗಿತು. xyxy=(20,612,193,654)
lead-col2-p3: ಕೋಸ್ಟ್ ಗಾರ್ಡ್ ಹಡಗಿನ ಜೀನವನ್ನು ತೊಡಗಿಸಿಕೊಂಡು, ಸಾಹಸಮಯ ರೀತಿಯಲ್ಲಿ ಸಹಾಸಿದರು. ಸಮುದ್ರದಲ್ಲಿ ಮಾಡದ ಜೀನಗಳನ್ನು ಉಳಿಸುವುದು ಮತ್ತು ಸಾಗಾಣಿಕ ಮೇನಿನಾಳಗಿಗೆ ಸಹಾಯ ಮಾಡುವುದರಿಂದ ಮತ್ತು ಸಮುದ್ರದ ಜೀನವಿದ್ದವಿದ್ದಿಯನ್ನು ಸಂರಕ್ಷಿಸುವಲ್ಲಿ, "ಕೋಸ್ಟ್ ಗಾರ್ಡ್ಡಿನ" ಗೆ ಹೆಸರು ತೃಪ್ತಿ ಹುಂಬಡಾಗುತ್ತದೆ, 20,000 ಕ್ಕೂ ಹೆಚ್ಚು ಸಿಬ್ಬಂದಿ ಸುಮಾರು 157ಕ ಹಡಗುಗಳು ಮತ್ತು 62 ವಿಮಾನಗಳು ನಡೆಯುತ್ತಿವೆ. xyxy=(267,248,501,336)
story2-col4-dup2: ಈ ವೇಳೆ ಗ್ರಾಮಸ್ಥರು, "ಸರ್ಕಾರದ ನಿಯಮಗಳ ಪ್ರಕಾರ ಹಂಚಬೇಕಾದರೆ ಹೆಸರಿನಲ್ಲಿ ಸೇರಿ, ನಿವೇಶನ ಪ್ರಾಧಿಕಾರ ಅಳುತ್ತಿದ್ದು, ಜಮೀನಿನದ್ದಾಗಿ ಅವರ ಸಂಕಟದ ಸ್ಥಿತಿಯನ್ನು ಪರಿಹರಿಸಬೇಕು" ಎಂದು ಆಗ್ರಹಿಸಿದರು. xyxy=(569,694,742,751)
vertical-divider-2 xyxy=(755,1054,757,1479)
story-cricket-award xyxy=(20,1054,742,1479)
story2-col-4 xyxy=(569,612,742,1036)
patrol-vessel-photo xyxy=(515,130,749,228)
lead-col6-caption: ಅವರ ವೃದ್ಧಿಯನ್ನು ಕಾರ್ಯಗಳನ್ನು ನೀಡಿದರೆ, ಭಾರತೀಯ ಕೋಸ್ಟ್ ಗಾರ್ಡ್ ಬವಾಪ್ರಾಣಿಗಳು ವಿವಿಧ ಡೊಮೇನ್ಗಳಲ್ಲಿ ಬಲವಾಗಿದ್ದಾರೆ. xyxy=(1258,285,1492,310)
